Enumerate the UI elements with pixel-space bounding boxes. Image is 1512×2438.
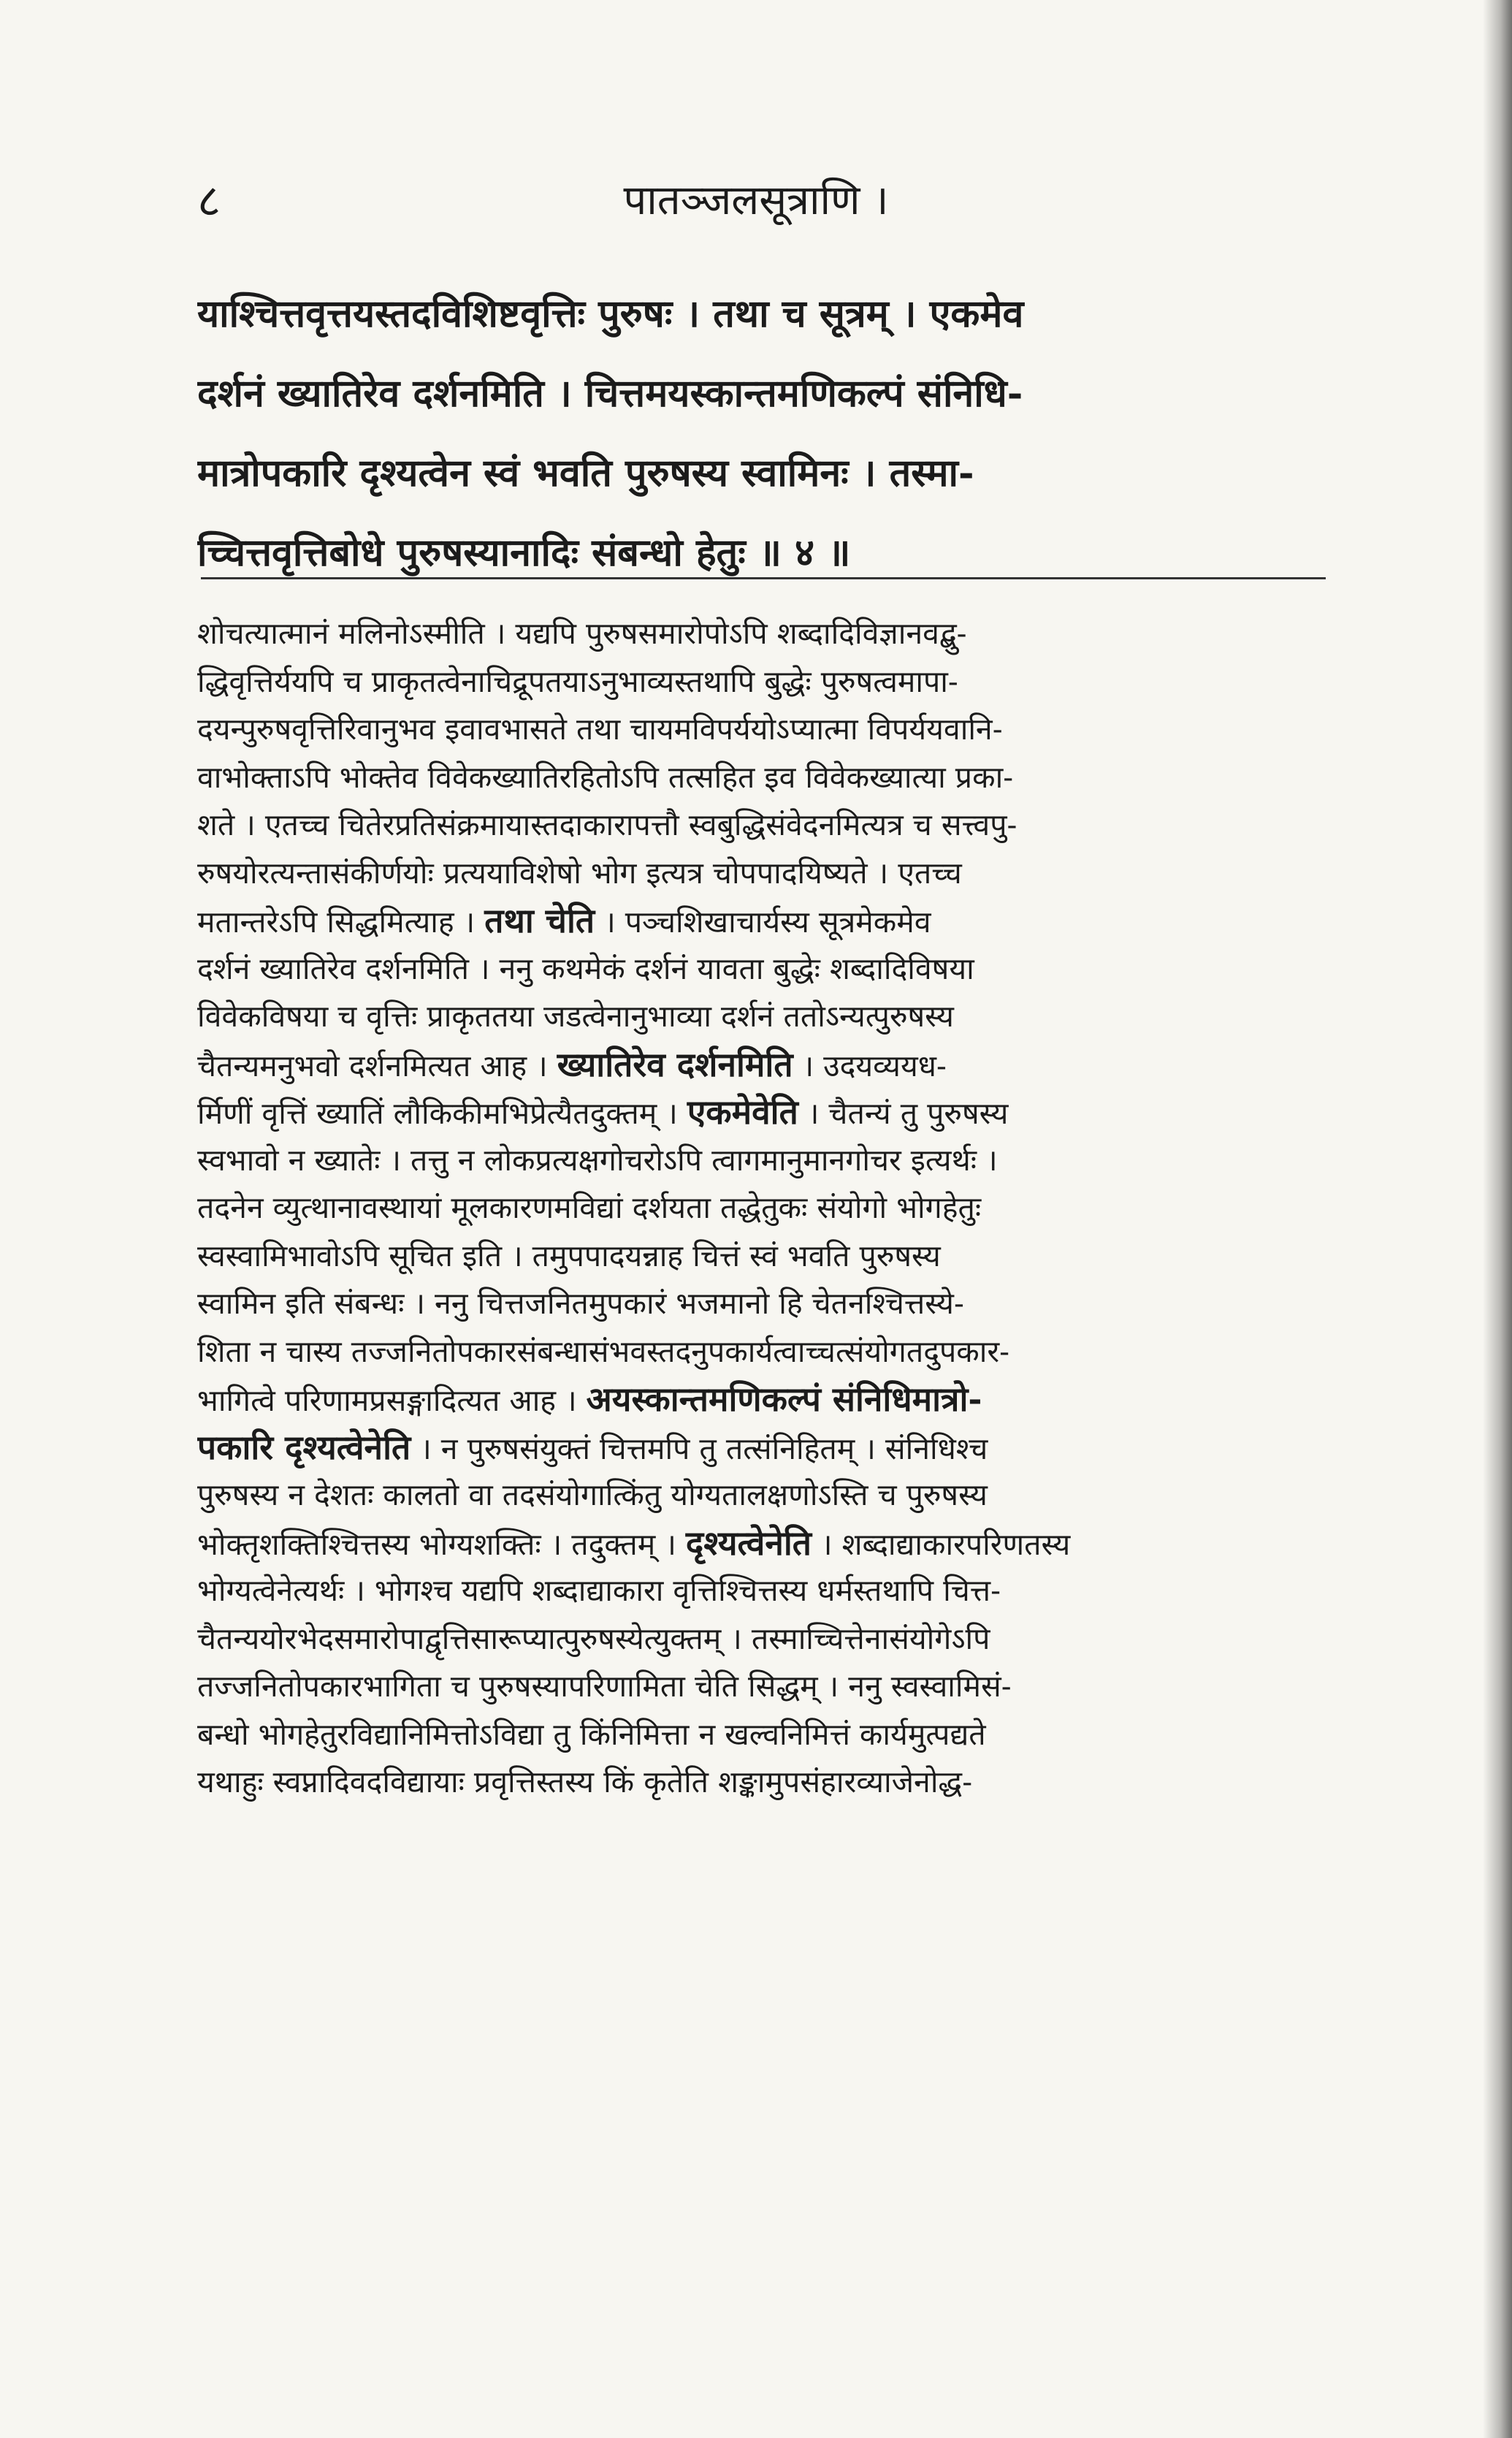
sutra-commentary-line: दर्शनं ख्यातिरेव दर्शनमिति । चित्तमयस्कान्तमणिकल्पं संनिधि- xyxy=(197,371,1023,416)
gloss-text: चैतन्ययोरभेदसमारोपाद्वृत्तिसारूप्यात्पुरुषस्येत्युक्तम् । तस्माच्चित्तेनासंयोगेऽपि xyxy=(197,1620,990,1656)
gloss-text: दयन्पुरुषवृत्तिरिवानुभव इवावभासते तथा चायमविपर्ययोऽप्यात्मा विपर्ययवानि- xyxy=(197,712,1003,747)
gloss-line xyxy=(197,1759,1333,1807)
gloss-pratika-bold: एकमेवेति xyxy=(687,1092,798,1132)
gloss-line xyxy=(197,850,1333,898)
page-edge-shadow xyxy=(1483,0,1512,2438)
gloss-line xyxy=(197,1471,1333,1520)
gloss-text: द्धिवृत्तिर्ययपि च प्राकृतत्वेनाचिद्रूपतयाऽनुभाव्यस्तथापि बुद्धेः पुरुषत्वमापा- xyxy=(197,663,958,699)
gloss-text: चैतन्यमनुभवो दर्शनमित्यत आह । xyxy=(197,1048,557,1083)
gloss-line xyxy=(197,1376,1333,1424)
gloss-text: विवेकविषया च वृत्तिः प्राकृततया जडत्वेनानुभाव्या दर्शनं ततोऽन्यत्पुरुषस्य xyxy=(197,999,954,1034)
gloss-line xyxy=(197,1615,1333,1664)
gloss-text: भोग्यत्वेनेत्यर्थः । भोगश्च यद्यपि शब्दाद्याकारा वृत्तिश्चित्तस्य धर्मस्तथापि चित्त- xyxy=(197,1573,1001,1608)
gloss-text: । शब्दाद्याकारपरिणतस्य xyxy=(811,1526,1071,1562)
gloss-line xyxy=(197,1089,1333,1137)
gloss-line xyxy=(197,1041,1333,1089)
gloss-line xyxy=(197,754,1333,802)
running-title: पातञ्जलसूत्राणि । xyxy=(623,177,889,224)
gloss-line xyxy=(197,945,1333,994)
gloss-block xyxy=(197,610,1333,1807)
gloss-text: । न पुरुषसंयुक्तं चित्तमपि तु तत्संनिहितम् । संनिधिश्च xyxy=(411,1431,988,1466)
gloss-text: भोक्तृशक्तिश्चित्तस्य भोग्यशक्तिः । तदुक्तम् । xyxy=(197,1526,686,1562)
gloss-line xyxy=(197,1424,1333,1472)
gloss-text: शिता न चास्य तज्जनितोपकारसंबन्धासंभवस्तदनुपकार्यत्वाच्चत्संयोगतदुपकार- xyxy=(197,1333,1010,1369)
sutra-commentary-line: मात्रोपकारि दृश्यत्वेन स्वं भवति पुरुषस्य स्वामिनः । तस्मा- xyxy=(197,451,974,495)
gloss-line xyxy=(197,706,1333,754)
gloss-text: दर्शनं ख्यातिरेव दर्शनमिति । ननु कथमेकं दर्शनं यावता बुद्धेः शब्दादिविषया xyxy=(197,951,974,986)
gloss-line xyxy=(197,1184,1333,1233)
gloss-text: तज्जनितोपकारभागिता च पुरुषस्यापरिणामिता चेति सिद्धम् । ननु स्वस्वामिसं- xyxy=(197,1669,1012,1704)
gloss-line xyxy=(197,801,1333,850)
page-number: ८ xyxy=(197,174,221,227)
gloss-text: यथाहुः स्वप्नादिवदविद्यायाः प्रवृत्तिस्तस्य किं कृतेति शङ्कामुपसंहारव्याजेनोद्ध- xyxy=(197,1764,973,1799)
gloss-pratika-bold: दृश्यत्वेनेति xyxy=(685,1523,812,1563)
gloss-pratika-bold: पकारि दृश्यत्वेनेति xyxy=(197,1427,411,1467)
gloss-text: शोचत्यात्मानं मलिनोऽस्मीति । यद्यपि पुरुषसमारोपोऽपि शब्दादिविज्ञानवद्बु- xyxy=(197,616,967,651)
gloss-line xyxy=(197,993,1333,1041)
gloss-line xyxy=(197,1280,1333,1328)
gloss-line xyxy=(197,658,1333,706)
gloss-text: वाभोक्ताऽपि भोक्तेव विवेकख्यातिरहितोऽपि तत्सहित इव विवेकख्यात्या प्रका- xyxy=(197,759,1014,795)
gloss-line xyxy=(197,1328,1333,1376)
gloss-text: रुषयोरत्यन्तासंकीर्णयोः प्रत्ययाविशेषो भोग इत्यत्र चोपपादयिष्यते । एतच्च xyxy=(197,855,962,891)
gloss-text: स्वभावो न ख्यातेः । तत्तु न लोकप्रत्यक्षगोचरोऽपि त्वागमानुमानगोचर इत्यर्थः । xyxy=(197,1142,998,1178)
sutra-commentary-line: च्चित्तवृत्तिबोधे पुरुषस्यानादिः संबन्धो हेतुः ॥ ४ ॥ xyxy=(197,530,851,575)
horizontal-divider xyxy=(201,577,1326,579)
gloss-text: र्मिणीं वृत्तिं ख्यातिं लौकिकीमभिप्रेत्यैतदुक्तम् । xyxy=(197,1096,687,1131)
gloss-line xyxy=(197,1567,1333,1615)
gloss-text: । चैतन्यं तु पुरुषस्य xyxy=(798,1096,1009,1131)
gloss-text: । पञ्चशिखाचार्यस्य सूत्रमेकमेव xyxy=(595,904,931,940)
gloss-text: । उदयव्ययध- xyxy=(793,1048,947,1083)
gloss-line xyxy=(197,1520,1333,1568)
gloss-line xyxy=(197,1137,1333,1185)
sutra-commentary-line: याश्चित्तवृत्तयस्तदविशिष्टवृत्तिः पुरुषः । तथा च सूत्रम् । एकमेव xyxy=(197,292,1024,336)
gloss-line xyxy=(197,1711,1333,1759)
gloss-line xyxy=(197,897,1333,945)
gloss-text: शते । एतच्च चितेरप्रतिसंक्रमायास्तदाकारापत्तौ स्वबुद्धिसंवेदनमित्यत्र च सत्त्वपु- xyxy=(197,807,1017,842)
gloss-line xyxy=(197,610,1333,658)
gloss-text: मतान्तरेऽपि सिद्धमित्याह । xyxy=(197,904,485,940)
gloss-pratika-bold: अयस्कान्तमणिकल्पं संनिधिमात्रो- xyxy=(586,1379,982,1419)
gloss-text: बन्धो भोगहेतुरविद्यानिमित्तोऽविद्या तु किंनिमित्ता न खल्वनिमित्तं कार्यमुत्पद्यते xyxy=(197,1716,986,1752)
gloss-line xyxy=(197,1663,1333,1711)
gloss-text: तदनेन व्युत्थानावस्थायां मूलकारणमविद्यां दर्शयता तद्धेतुकः संयोगो भोगहेतुः xyxy=(197,1190,982,1225)
gloss-pratika-bold: तथा चेति xyxy=(484,901,595,940)
gloss-text: भागित्वे परिणामप्रसङ्गादित्यत आह । xyxy=(197,1383,587,1418)
sutra-commentary-block xyxy=(197,274,1329,593)
gloss-line xyxy=(197,1233,1333,1281)
gloss-text: स्वामिन इति संबन्धः । ननु चित्तजनितमुपकारं भजमानो हि चेतनश्चित्तस्ये- xyxy=(197,1286,964,1321)
gloss-pratika-bold: ख्यातिरेव दर्शनमिति xyxy=(557,1044,793,1084)
gloss-text: स्वस्वामिभावोऽपि सूचित इति । तमुपपादयन्नाह चित्तं स्वं भवति पुरुषस्य xyxy=(197,1238,941,1273)
gloss-text: पुरुषस्य न देशतः कालतो वा तदसंयोगात्किंतु योग्यतालक्षणोऽस्ति च पुरुषस्य xyxy=(197,1477,988,1512)
